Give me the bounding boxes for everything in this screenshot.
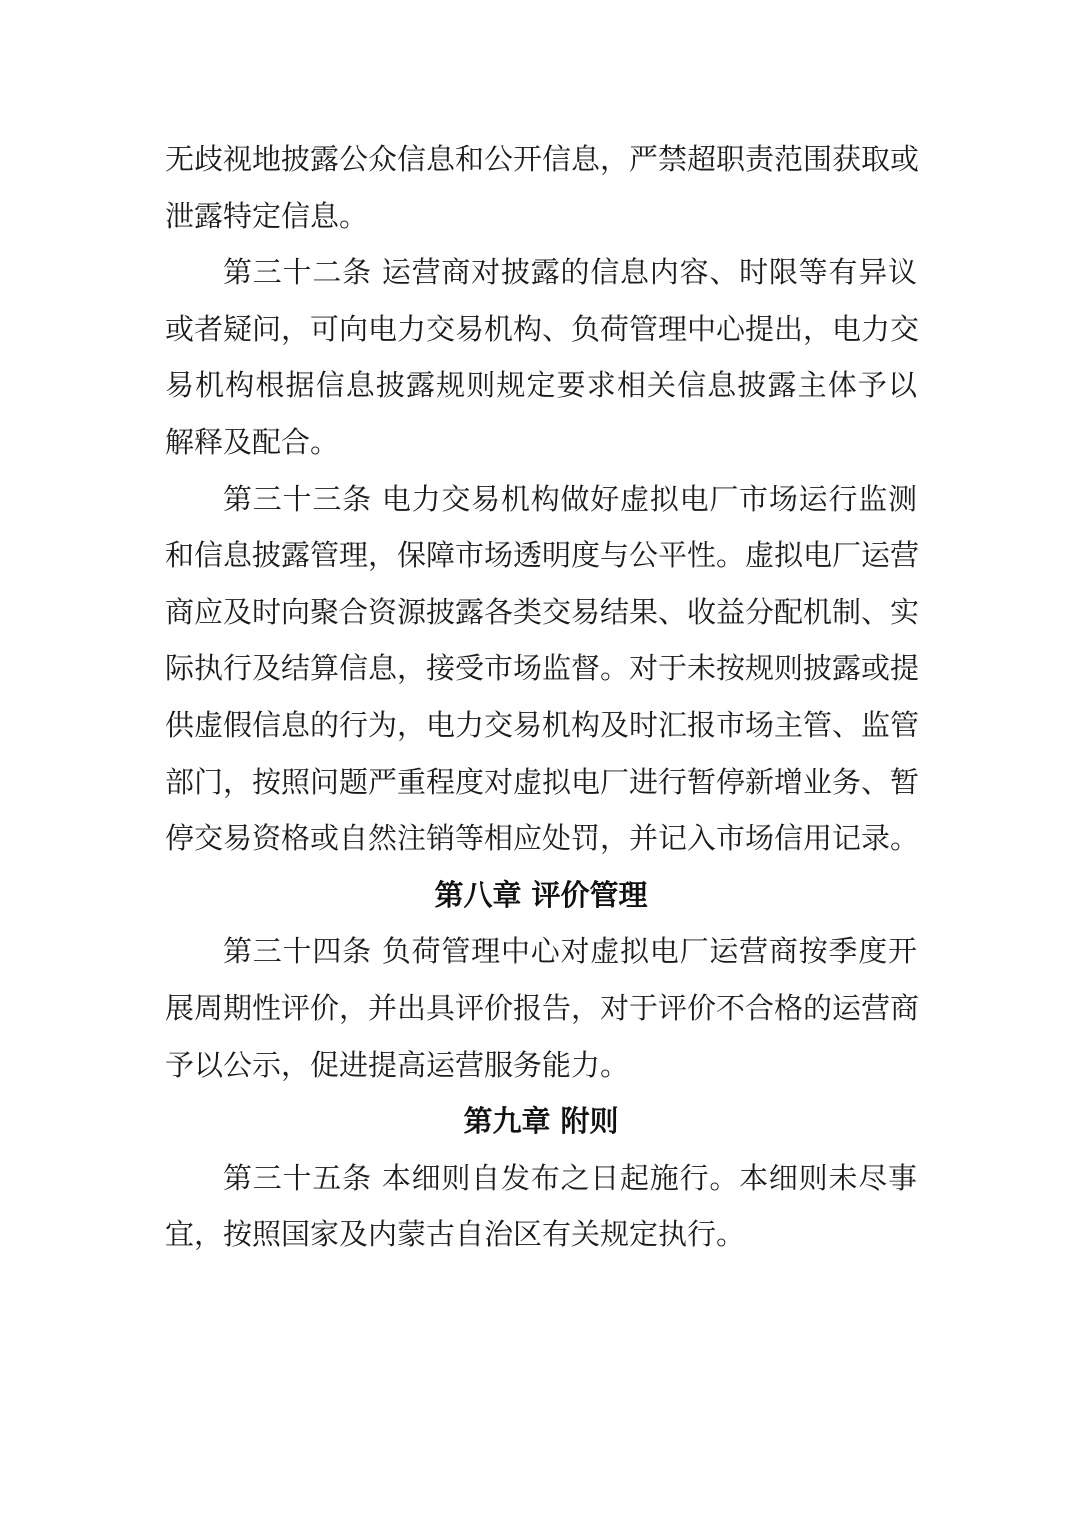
- article-33: [165, 471, 920, 867]
- article-32: [165, 244, 920, 470]
- text-line: 泄露特定信息。: [165, 198, 369, 233]
- text-line: 易机构根据信息披露规则规定要求相关信息披露主体予以: [165, 368, 917, 403]
- text-line: 和信息披露管理，保障市场透明度与公平性。虚拟电厂运营: [165, 538, 920, 573]
- text-line: 第三十五条 本细则自发布之日起施行。本细则未尽事: [223, 1160, 917, 1195]
- text-line: 停交易资格或自然注销等相应处罚，并记入市场信用记录。: [165, 821, 920, 856]
- article-34: [165, 923, 920, 1093]
- text-line: 供虚假信息的行为，电力交易机构及时汇报市场主管、监管: [165, 707, 920, 742]
- text-line: 或者疑问，可向电力交易机构、负荷管理中心提出，电力交: [165, 311, 920, 346]
- text-line: 际执行及结算信息，接受市场监督。对于未按规则披露或提: [165, 651, 920, 686]
- text-line: 第三十三条 电力交易机构做好虚拟电厂市场运行监测: [223, 481, 917, 516]
- text-line: 予以公示，促进提高运营服务能力。: [165, 1047, 630, 1082]
- article-35: [165, 1150, 917, 1263]
- text-line: 第三十二条 运营商对披露的信息内容、时限等有异议: [223, 255, 917, 290]
- chapter-heading-9: 第九章 附则: [463, 1104, 619, 1139]
- text-line: 部门，按照问题严重程度对虚拟电厂进行暂停新增业务、暂: [165, 764, 920, 799]
- paragraph-continuation: [165, 131, 920, 244]
- text-line: 无歧视地披露公众信息和公开信息，严禁超职责范围获取或: [165, 142, 920, 176]
- document-page: [165, 131, 920, 1263]
- text-line: 宜，按照国家及内蒙古自治区有关规定执行。: [165, 1217, 746, 1252]
- text-line: 第三十四条 负荷管理中心对虚拟电厂运营商按季度开: [223, 934, 917, 969]
- text-line: 商应及时向聚合资源披露各类交易结果、收益分配机制、实: [165, 594, 920, 629]
- text-line: 展周期性评价，并出具评价报告，对于评价不合格的运营商: [165, 990, 920, 1025]
- chapter-heading-8: 第八章 评价管理: [434, 877, 648, 912]
- text-line: 解释及配合。: [165, 424, 340, 459]
